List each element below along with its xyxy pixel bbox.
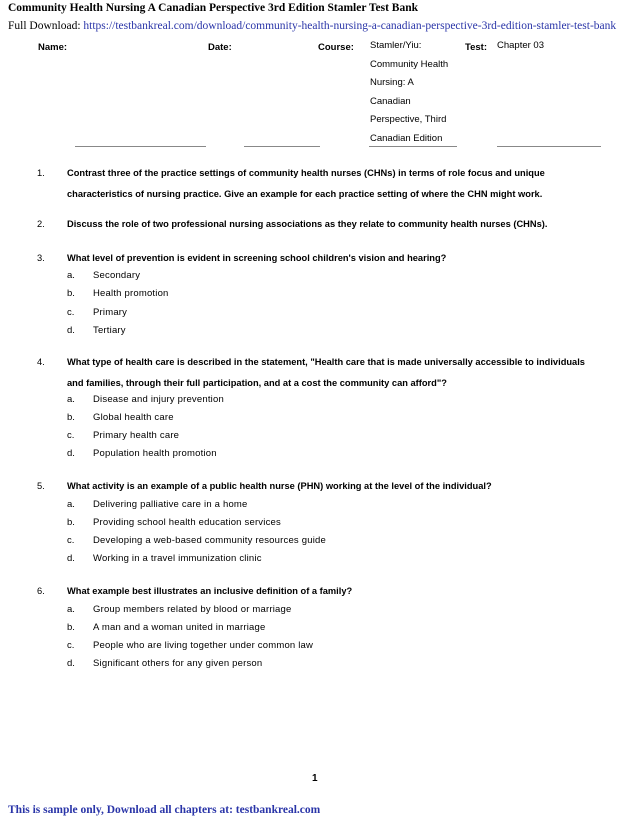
test-value: Chapter 03 — [497, 40, 545, 51]
question-number: 2. — [37, 219, 45, 229]
name-underline — [75, 146, 206, 147]
question-stem: Contrast three of the practice settings of community health nurses (CHNs) in terms of role focus and unique characteristics of nursing practice. Give an example for each practice setting of where the CHN might work. — [67, 168, 545, 199]
option-letter: a. — [67, 394, 75, 405]
question-number: 1. — [37, 168, 45, 178]
option-letter: a. — [67, 499, 75, 510]
question-stem: What example best illustrates an inclusive definition of a family? — [67, 586, 353, 596]
option-text: A man and a woman united in marriage — [93, 622, 266, 633]
name-label: Name: — [38, 42, 68, 53]
question-stem: What activity is an example of a public health nurse (PHN) working at the level of the individual? — [67, 481, 492, 491]
question-number: 5. — [37, 481, 45, 491]
option-letter: c. — [67, 430, 75, 441]
option-text: Primary health care — [93, 430, 180, 441]
option-letter: b. — [67, 412, 75, 423]
option-letter: b. — [67, 517, 75, 528]
question-number: 3. — [37, 253, 45, 263]
document-title: Community Health Nursing A Canadian Perspective 3rd Edition Stamler Test Bank — [8, 2, 418, 14]
test-label: Test: — [465, 42, 487, 53]
download-label: Full Download: — [8, 20, 81, 32]
course-line: Stamler/Yiu: — [370, 40, 422, 51]
option-text: Significant others for any given person — [93, 658, 263, 669]
download-link[interactable]: https://testbankreal.com/download/community-health-nursing-a-canadian-perspective-3rd-edition-stamler-test-bank — [83, 20, 617, 32]
option-letter: d. — [67, 325, 75, 336]
option-letter: d. — [67, 658, 75, 669]
date-underline — [244, 146, 320, 147]
question-stem: What level of prevention is evident in screening school children's vision and hearing? — [67, 253, 447, 263]
option-text: People who are living together under common law — [93, 640, 314, 651]
option-text: Primary — [93, 307, 128, 318]
option-letter: d. — [67, 448, 75, 459]
option-text: Developing a web-based community resources guide — [93, 535, 326, 546]
option-letter: a. — [67, 270, 75, 281]
course-line: Canadian — [370, 95, 411, 107]
option-text: Secondary — [93, 270, 141, 281]
test-underline — [497, 146, 601, 147]
option-letter: b. — [67, 288, 75, 299]
option-letter: c. — [67, 307, 75, 318]
option-text: Health promotion — [93, 288, 169, 299]
download-line — [8, 20, 638, 32]
option-text: Working in a travel immunization clinic — [93, 553, 262, 564]
course-line: Community Health — [370, 58, 449, 70]
course-line: Nursing: A — [370, 77, 414, 89]
course-underline — [369, 146, 457, 147]
option-text: Group members related by blood or marriage — [93, 604, 292, 615]
option-letter: b. — [67, 622, 75, 633]
question-number: 4. — [37, 357, 45, 367]
course-line: Canadian Edition — [370, 132, 443, 144]
option-letter: a. — [67, 604, 75, 615]
course-line: Perspective, Third — [370, 114, 447, 126]
question-stem: Discuss the role of two professional nursing associations as they relate to community health nurses (CHNs). — [67, 219, 548, 229]
option-text: Disease and injury prevention — [93, 394, 224, 405]
option-text: Tertiary — [93, 325, 126, 336]
question-stem: What type of health care is described in the statement, "Health care that is made universally accessible to individuals and families, through their full participation, and at a cost the community can afford"? — [67, 357, 585, 388]
option-letter: c. — [67, 640, 75, 651]
option-text: Delivering palliative care in a home — [93, 499, 248, 510]
option-letter: d. — [67, 553, 75, 564]
page-number: 1 — [312, 773, 318, 784]
option-text: Population health promotion — [93, 448, 217, 459]
footer-notice[interactable]: This is sample only, Download all chapters at: testbankreal.com — [8, 804, 321, 816]
course-label: Course: — [318, 42, 354, 53]
option-text: Providing school health education services — [93, 517, 281, 528]
option-text: Global health care — [93, 412, 174, 423]
date-label: Date: — [208, 42, 232, 53]
option-letter: c. — [67, 535, 75, 546]
course-value — [370, 37, 448, 149]
question-number: 6. — [37, 586, 45, 596]
